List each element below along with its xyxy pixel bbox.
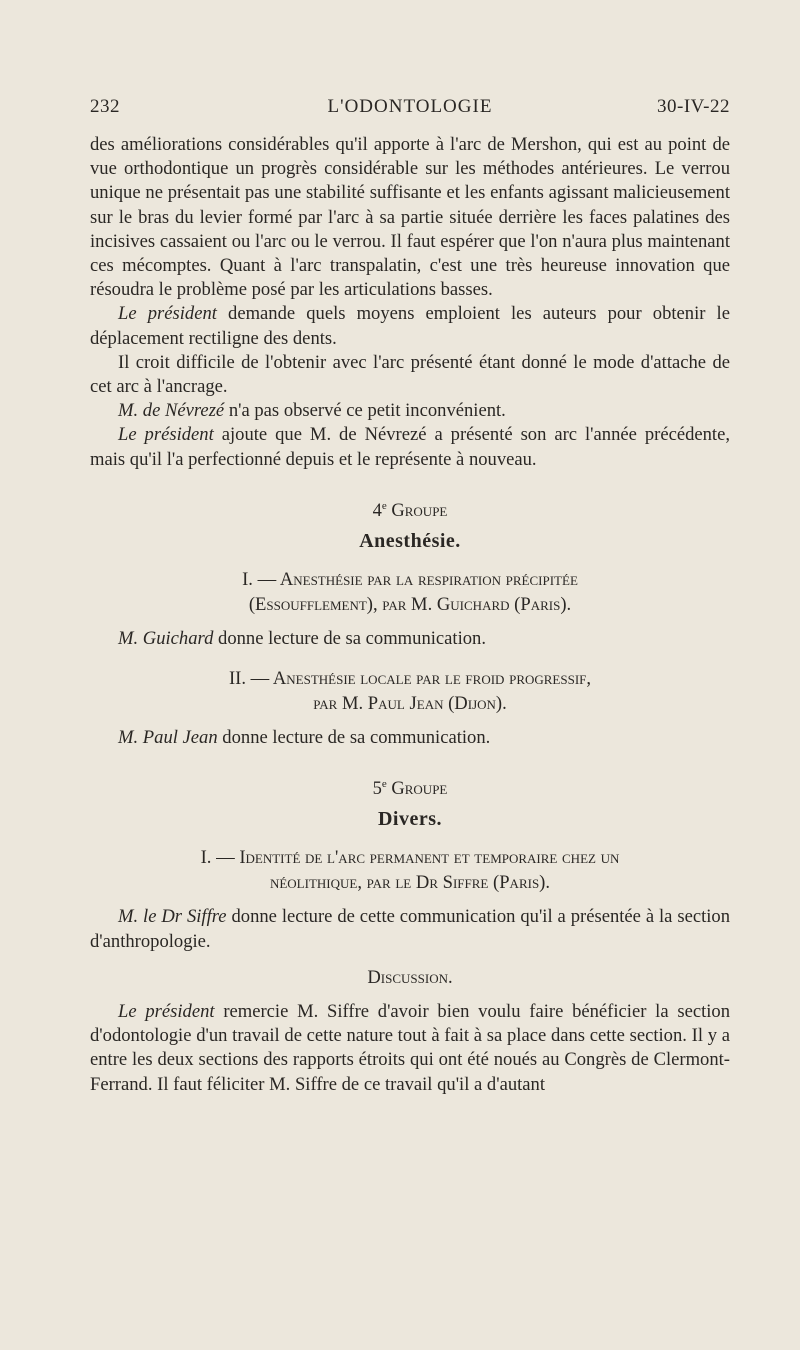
speaker-name: M. de Névrezé bbox=[118, 400, 225, 422]
speaker-name: Le président bbox=[118, 1000, 215, 1022]
speaker-name: Le président bbox=[118, 424, 214, 446]
speaker-name: M. Paul Jean bbox=[118, 726, 218, 748]
communication-title-line: (Essoufflement), par M. Guichard (Paris). bbox=[248, 594, 572, 616]
group-5-title bbox=[90, 772, 730, 801]
paragraph-paul-jean bbox=[90, 726, 730, 750]
speaker-name: M. Guichard bbox=[118, 628, 214, 650]
section-heading-divers: Divers. bbox=[377, 808, 443, 831]
group-number-suffix: e bbox=[381, 777, 387, 790]
paragraph-nevreze bbox=[90, 399, 730, 423]
page-header bbox=[90, 96, 730, 126]
communication-title-3 bbox=[90, 845, 730, 895]
group-label: Groupe bbox=[391, 778, 448, 799]
communication-title-line: néolithique, par le Dr Siffre (Paris). bbox=[269, 872, 551, 894]
page-number: 232 bbox=[90, 96, 120, 117]
paragraph-text: remercie M. Siffre d'avoir bien voulu faire bénéficier la section d'odontologie d'un travail de cette nature tout à fait à sa place dans cette section. Il y a entre les deux sections des rapports étroits qui ont été noués au Congrès de Clermont-Ferrand. Il faut féliciter M. Siffre de ce travail qu'il a d'autant bbox=[90, 1000, 730, 1095]
paragraph-text: donne lecture de sa communication. bbox=[217, 726, 491, 748]
speaker-name: Le président bbox=[118, 303, 217, 325]
paragraph-president-adds bbox=[90, 423, 730, 471]
paragraph-discussion bbox=[90, 1000, 730, 1097]
paragraph-text: n'a pas observé ce petit inconvénient. bbox=[224, 400, 506, 422]
group-number: 5 bbox=[372, 778, 382, 799]
paragraph-text: ajoute que M. de Névrezé a présenté son arc l'année précédente, mais qu'il l'a perfectionné depuis et le représente à nouveau. bbox=[90, 424, 730, 470]
communication-title-line: II. — Anesthésie locale par le froid progressif, bbox=[228, 667, 592, 689]
page-body bbox=[90, 133, 730, 1097]
communication-title-2 bbox=[90, 666, 730, 716]
paragraph-president-question bbox=[90, 302, 730, 350]
paragraph-guichard bbox=[90, 627, 730, 651]
paragraph-text: donne lecture de cette communication qu'il a présentée à la section d'anthropologie. bbox=[90, 906, 730, 952]
communication-title-line: par M. Paul Jean (Dijon). bbox=[313, 692, 507, 714]
running-title: L'ODONTOLOGIE bbox=[327, 96, 493, 117]
discussion-heading: Discussion. bbox=[367, 966, 453, 988]
communication-title-line: I. — Anesthésie par la respiration précipitée bbox=[242, 569, 578, 591]
paragraph-siffre bbox=[90, 905, 730, 953]
group-number-suffix: e bbox=[381, 499, 387, 512]
communication-title-line: I. — Identité de l'arc permanent et temporaire chez un bbox=[200, 847, 620, 869]
group-number: 4 bbox=[372, 501, 382, 521]
section-heading-anesthesie: Anesthésie. bbox=[359, 530, 461, 553]
speaker-name: M. le Dr Siffre bbox=[118, 906, 227, 928]
paragraph-text: donne lecture de sa communication. bbox=[213, 628, 486, 650]
communication-title-1 bbox=[90, 567, 730, 617]
paragraph-continuation: des améliorations considérables qu'il apporte à l'arc de Mershon, qui est au point de vue orthodontique un progrès considérable sur les méthodes antérieures. Le verrou unique ne présentait pas une stabilité suffisante et les enfants agissant malicieusement sur le bras du levier formé par l'arc à sa partie située derrière les faces palatines des incisives cassaient ou l'arc ou le verrou. Il faut espérer que l'on n'aura plus maintenant ces mécomptes. Quant à l'arc transpalatin, c'est une très heureuse innovation que résoudra le problème posé par les articulations basses. bbox=[90, 134, 730, 301]
group-label: Groupe bbox=[391, 501, 448, 521]
issue-date: 30-IV-22 bbox=[657, 96, 730, 117]
group-4-title bbox=[90, 494, 730, 523]
paragraph-text: demande quels moyens emploient les auteurs pour obtenir le déplacement rectiligne des dents. bbox=[90, 303, 730, 349]
paragraph-president-doubt: Il croit difficile de l'obtenir avec l'arc présenté étant donné le mode d'attache de cet arc à l'ancrage. bbox=[90, 351, 730, 398]
